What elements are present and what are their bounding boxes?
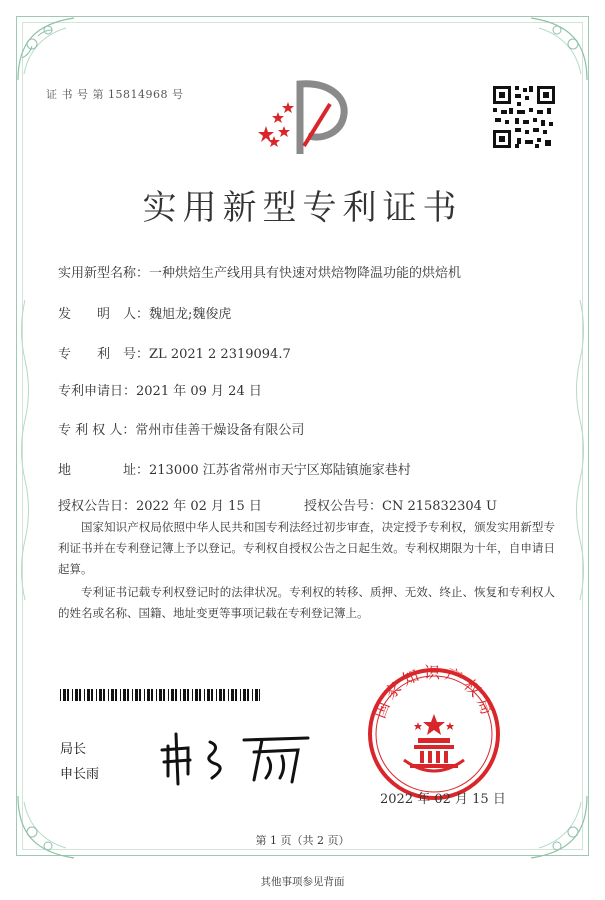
patent-number-label: 专 利 号： xyxy=(58,347,150,362)
patent-number-value: ZL 2021 2 2319094.7 xyxy=(149,347,291,362)
corner-ornament-icon xyxy=(14,792,84,862)
corner-ornament-icon xyxy=(521,792,591,862)
address-value: 213000 江苏省常州市天宁区郑陆镇施家巷村 xyxy=(149,463,411,478)
inventor-row xyxy=(58,303,231,322)
grant-date-value: 2022 年 02 月 15 日 xyxy=(136,499,262,514)
barcode-icon xyxy=(60,689,260,701)
handwritten-signature-icon xyxy=(158,728,318,788)
corner-ornament-icon xyxy=(14,14,84,84)
inventor-value: 魏旭龙;魏俊虎 xyxy=(149,307,232,322)
grant-date-label: 授权公告日： xyxy=(58,499,137,514)
patentee-row xyxy=(58,419,304,438)
qr-code-icon xyxy=(491,84,557,150)
grant-number-row xyxy=(304,495,497,514)
footer-note: 其他事项参见背面 xyxy=(260,876,345,888)
filing-date-row xyxy=(58,380,262,399)
certificate-number: 证 书 号 第 15814968 号 xyxy=(46,88,184,101)
utility-model-name-row xyxy=(58,262,461,281)
side-vine-ornament-icon xyxy=(18,300,32,600)
svg-text:国家知识产权局: 国家知识产权局 xyxy=(369,664,499,721)
side-vine-ornament-icon xyxy=(573,300,587,600)
inventor-label: 发 明 人： xyxy=(58,307,150,322)
filing-date-value: 2021 年 09 月 24 日 xyxy=(136,384,262,399)
patent-number-row xyxy=(58,343,291,362)
patentee-label: 专 利 权 人： xyxy=(58,423,136,438)
signatory-name: 申长雨 xyxy=(60,767,100,782)
official-seal-icon xyxy=(364,664,504,804)
corner-ornament-icon xyxy=(521,14,591,84)
grant-number-value: CN 215832304 U xyxy=(382,499,497,514)
grant-number-label: 授权公告号： xyxy=(304,499,383,514)
certificate-title: 实用新型专利证书 xyxy=(142,188,463,228)
grant-date-row xyxy=(58,495,262,514)
address-label: 地 址： xyxy=(58,463,150,478)
patentee-value: 常州市佳善干燥设备有限公司 xyxy=(135,423,305,438)
utility-model-name-label: 实用新型名称： xyxy=(58,266,150,281)
filing-date-label: 专利申请日： xyxy=(58,384,137,399)
utility-model-name-value: 一种烘焙生产线用具有快速对烘焙物降温功能的烘焙机 xyxy=(149,266,462,281)
legal-status-paragraph: 专利证书记载专利权登记时的法律状况。专利权的转移、质押、无效、终止、恢复和专利权人的姓名或名称、国籍、地址变更等事项记载在专利登记簿上。 xyxy=(58,585,555,620)
signatory-role: 局长 xyxy=(60,742,87,757)
address-row xyxy=(58,459,411,478)
page-number: 第 1 页（共 2 页） xyxy=(255,834,350,847)
patent-office-logo-icon xyxy=(252,74,352,156)
seal-date: 2022 年 02 月 15 日 xyxy=(380,792,506,807)
grant-statement-paragraph: 国家知识产权局依照中华人民共和国专利法经过初步审查，决定授予专利权，颁发实用新型专利证书并在专利登记簿上予以登记。专利权自授权公告之日起生效。专利权期限为十年，自申请日起算。 xyxy=(58,520,555,576)
